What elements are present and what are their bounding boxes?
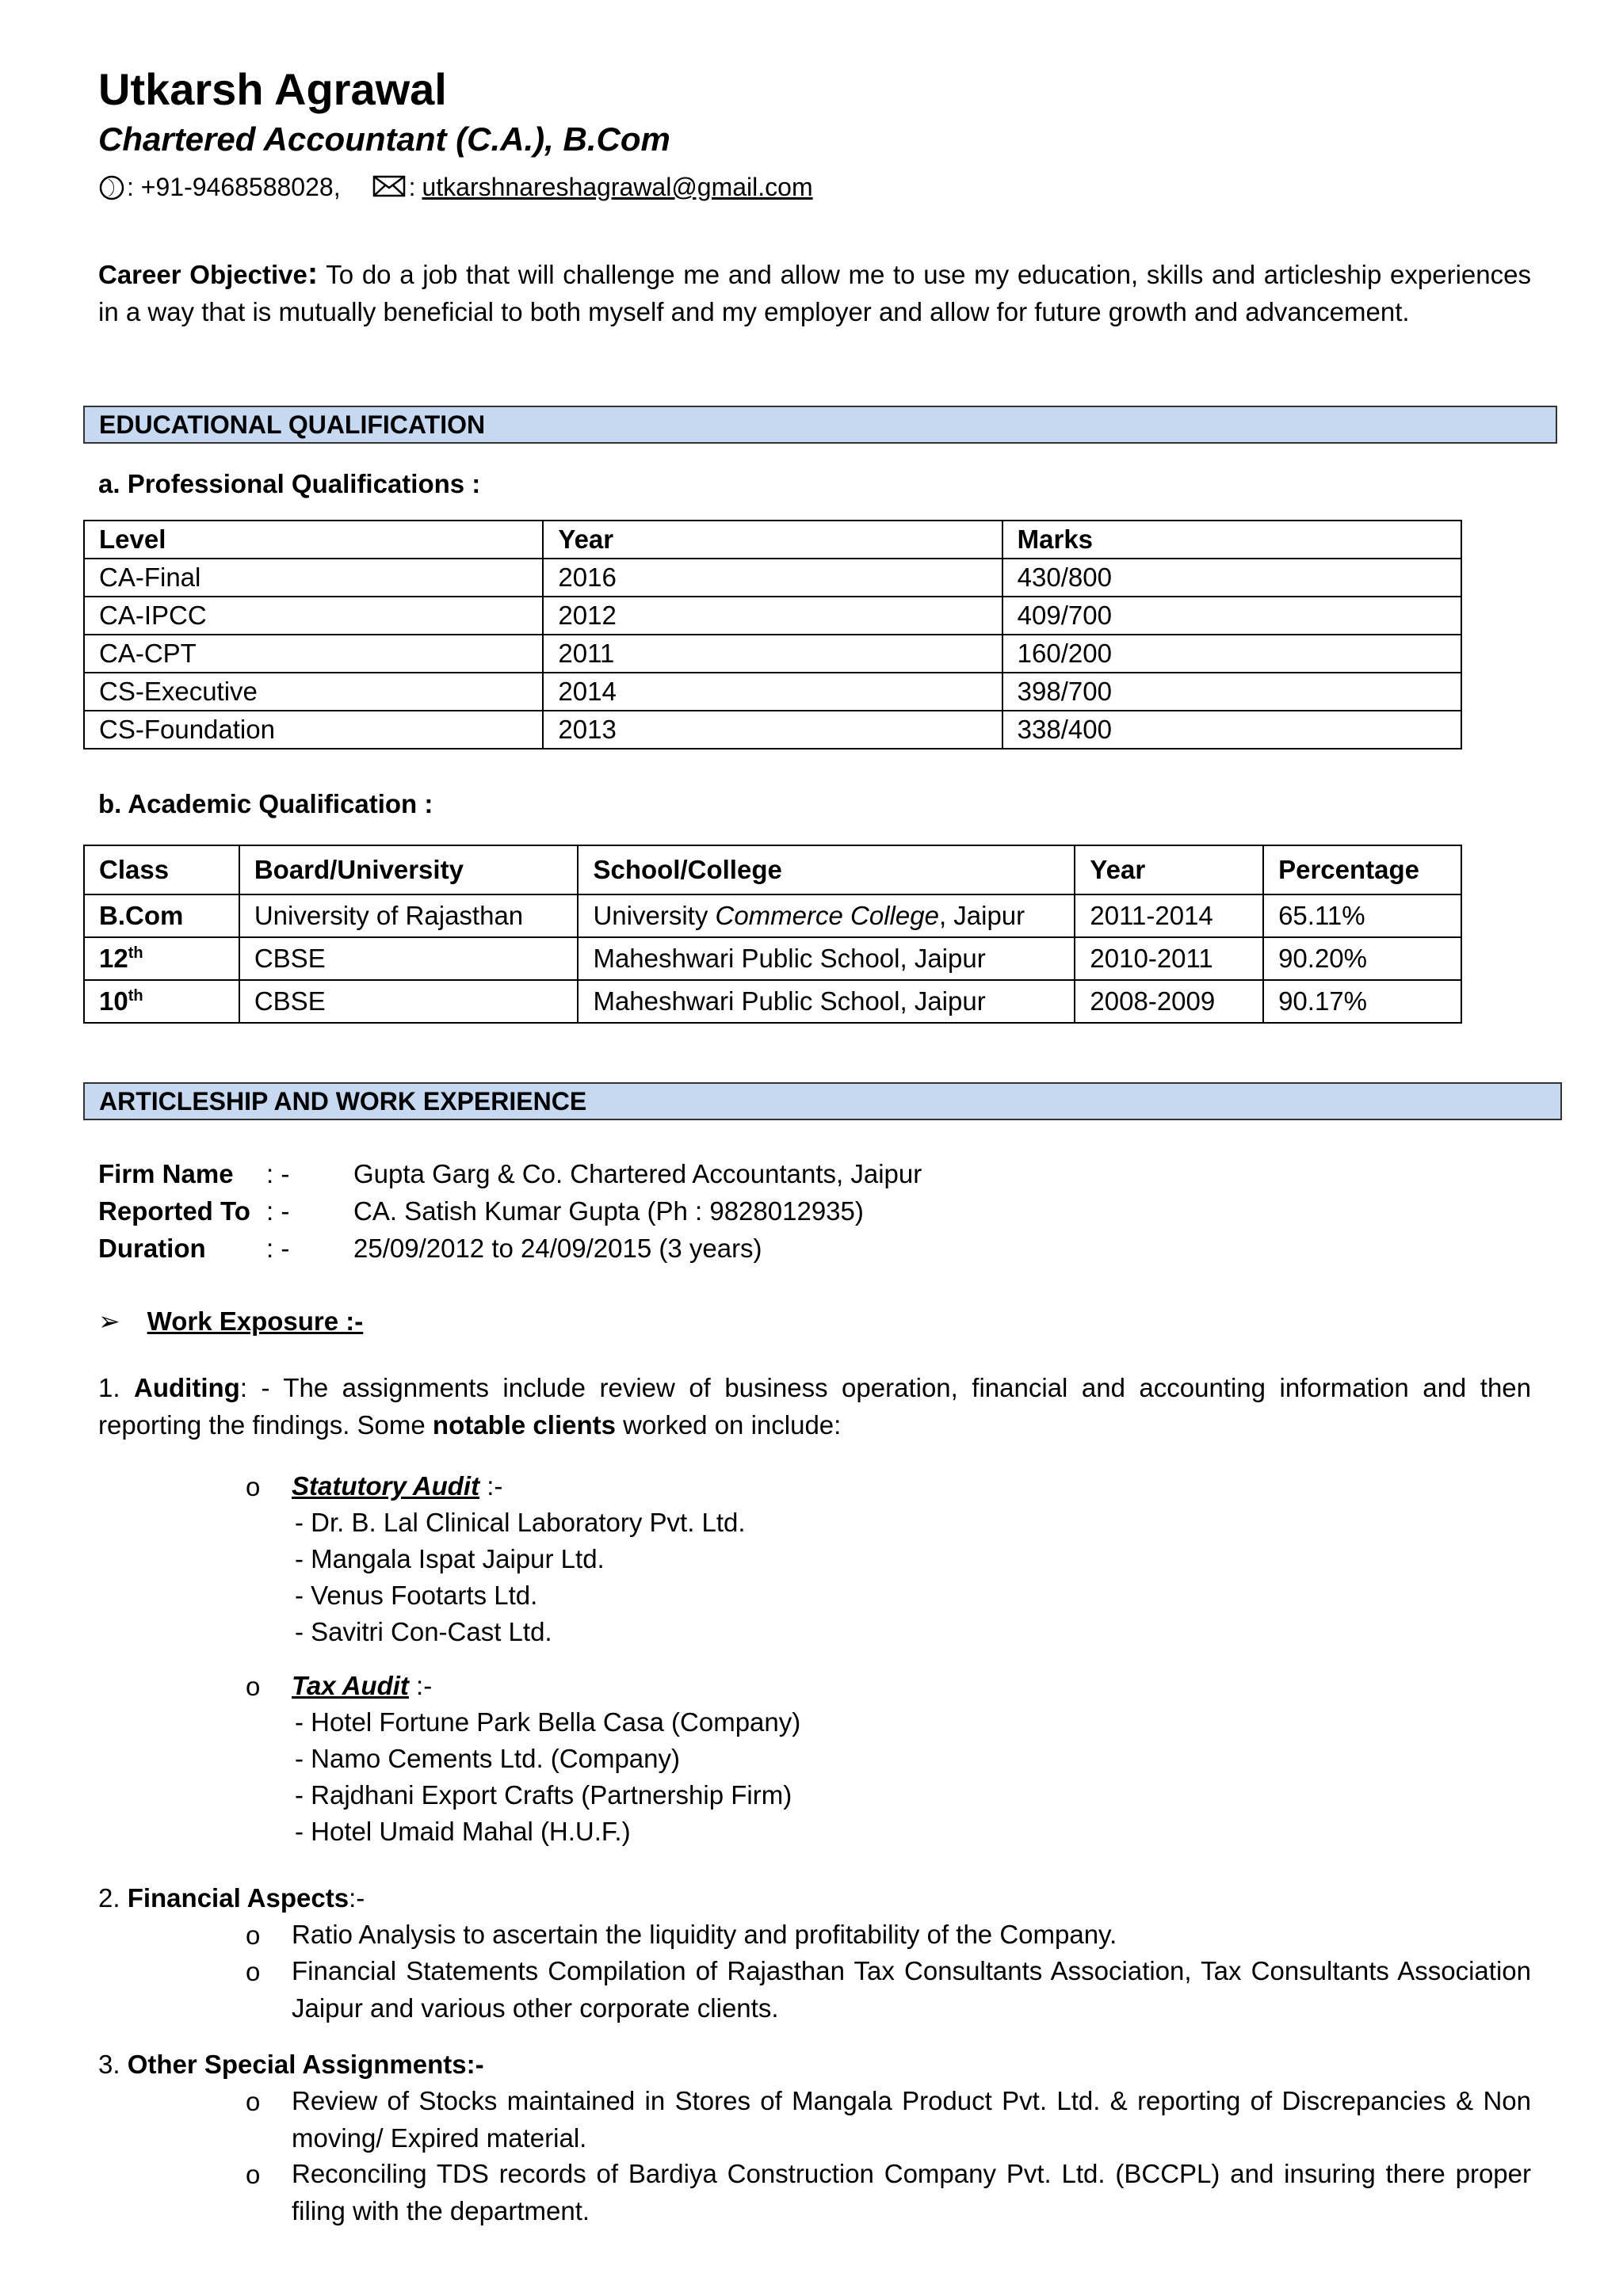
table-cell: 2011-2014 (1075, 894, 1263, 937)
school-part-italic: Commerce College (715, 901, 939, 930)
statutory-client-list (295, 1505, 746, 1650)
objective-text: To do a job that will challenge me and allow me to use my education, skills and articleship experiences in a way that is mutually beneficial to both myself and my employer and allow for future growth and advancement. (98, 260, 1531, 326)
work-exposure-heading (98, 1302, 363, 1340)
academic-heading: b. Academic Qualification : (98, 789, 433, 818)
table-cell: 2014 (543, 673, 1002, 711)
phone-icon (98, 174, 125, 201)
duration-sep: : - (266, 1234, 290, 1263)
table-cell: CS-Executive (84, 673, 543, 711)
tax-suffix: :- (408, 1671, 433, 1700)
table-cell: CS-Foundation (84, 711, 543, 749)
work-exposure-label: Work Exposure :- (147, 1306, 364, 1336)
table-row (84, 635, 1461, 673)
table-cell: 90.20% (1263, 937, 1461, 980)
financial-num: 2. (98, 1883, 128, 1913)
list-item: Reconciling TDS records of Bardiya Construction Company Pvt. Ltd. (BCCPL) and insuring there proper filing with the department. (292, 2159, 1531, 2225)
class-value: 12 (99, 944, 128, 973)
duration-label: Duration (98, 1234, 206, 1263)
table-row (84, 711, 1461, 749)
table-cell: Maheshwari Public School, Jaipur (578, 980, 1075, 1023)
table-row (84, 559, 1461, 597)
table-cell: 65.11% (1263, 894, 1461, 937)
reported-label: Reported To (98, 1196, 250, 1226)
table-cell: 2008-2009 (1075, 980, 1263, 1023)
objective-colon: : (307, 256, 319, 291)
financial-label: Financial Aspects (127, 1883, 349, 1913)
contact-line (98, 173, 813, 202)
table-row (84, 980, 1461, 1023)
table-row (84, 894, 1461, 937)
statutory-heading (292, 1467, 502, 1505)
statutory-label: Statutory Audit (292, 1471, 480, 1501)
tax-heading (292, 1667, 432, 1704)
table-header: Year (1075, 845, 1263, 894)
table-header: Marks (1002, 521, 1461, 559)
auditing-text: : - The assignments include review of business operation, financial and accounting information and then reporting the findings. Some (98, 1373, 1531, 1440)
duration-row (98, 1230, 922, 1267)
academic-table (83, 845, 1462, 1024)
auditing-paragraph (98, 1369, 1531, 1444)
table-cell: 2012 (543, 597, 1002, 635)
arrow-icon: ➢ (98, 1306, 120, 1336)
table-cell: 90.17% (1263, 980, 1461, 1023)
financial-suffix: :- (349, 1883, 365, 1913)
auditing-text: worked on include: (615, 1410, 842, 1440)
table-header: Class (84, 845, 239, 894)
firm-label: Firm Name (98, 1159, 234, 1188)
firm-details (98, 1155, 922, 1267)
list-item: - Rajdhani Export Crafts (Partnership Firm) (295, 1780, 792, 1810)
school-part: University (593, 901, 716, 930)
auditing-num: 1. (98, 1373, 135, 1402)
list-item: - Dr. B. Lal Clinical Laboratory Pvt. Ltd. (295, 1508, 746, 1537)
duration-value: 25/09/2012 to 24/09/2015 (3 years) (353, 1234, 762, 1263)
reported-row (98, 1192, 922, 1230)
list-item: - Namo Cements Ltd. (Company) (295, 1744, 680, 1773)
email-prefix: : (408, 173, 416, 201)
auditing-label: Auditing (134, 1373, 240, 1402)
bullet-marker: o (246, 1920, 261, 1950)
table-cell: CA-Final (84, 559, 543, 597)
list-item: - Mangala Ispat Jaipur Ltd. (295, 1544, 605, 1573)
objective-label: Career Objective (98, 260, 307, 289)
table-header-row (84, 521, 1461, 559)
table-cell: 338/400 (1002, 711, 1461, 749)
list-item: - Hotel Umaid Mahal (H.U.F.) (295, 1817, 631, 1846)
class-sup: th (128, 987, 143, 1005)
table-cell: 160/200 (1002, 635, 1461, 673)
table-cell: CA-IPCC (84, 597, 543, 635)
phone-number: : +91-9468588028, (127, 173, 341, 201)
table-row (84, 937, 1461, 980)
list-item: - Hotel Fortune Park Bella Casa (Company) (295, 1707, 801, 1737)
table-header: School/College (578, 845, 1075, 894)
bullet-marker: o (246, 2160, 261, 2189)
table-cell: CA-CPT (84, 635, 543, 673)
table-cell: 398/700 (1002, 673, 1461, 711)
class-value: 10 (99, 986, 128, 1016)
table-row (84, 597, 1461, 635)
table-header: Percentage (1263, 845, 1461, 894)
table-cell (84, 980, 239, 1023)
financial-heading (98, 1879, 365, 1917)
special-heading (98, 2046, 484, 2083)
table-cell (84, 894, 239, 937)
school-part: , Jaipur (938, 901, 1025, 930)
mail-icon (372, 174, 407, 201)
tax-client-list (295, 1704, 800, 1850)
firm-value: Gupta Garg & Co. Chartered Accountants, Jaipur (353, 1159, 922, 1188)
list-item: Financial Statements Compilation of Rajasthan Tax Consultants Association, Tax Consultants Association Jaipur and various other corporate clients. (292, 1956, 1531, 2023)
statutory-suffix: :- (479, 1471, 503, 1501)
table-cell: 2016 (543, 559, 1002, 597)
table-cell: 430/800 (1002, 559, 1461, 597)
tax-label: Tax Audit (292, 1671, 409, 1700)
table-cell: 409/700 (1002, 597, 1461, 635)
table-cell (84, 937, 239, 980)
table-cell: Maheshwari Public School, Jaipur (578, 937, 1075, 980)
bullet-marker: o (246, 1472, 261, 1501)
firm-row (98, 1155, 922, 1192)
table-cell (578, 894, 1075, 937)
table-cell: 2011 (543, 635, 1002, 673)
candidate-title: Chartered Accountant (C.A.), B.Com (98, 120, 670, 158)
special-label: Other Special Assignments:- (127, 2050, 484, 2079)
table-header-row (84, 845, 1461, 894)
table-header: Level (84, 521, 543, 559)
bullet-marker: o (246, 1957, 261, 1986)
class-sup: th (128, 944, 143, 962)
special-num: 3. (98, 2050, 128, 2079)
list-item: - Venus Footarts Ltd. (295, 1581, 538, 1610)
professional-heading: a. Professional Qualifications : (98, 469, 481, 498)
class-value: B.Com (99, 901, 184, 930)
bullet-marker: o (246, 1672, 261, 1701)
professional-table (83, 520, 1462, 749)
firm-sep: : - (266, 1159, 290, 1188)
table-cell: CBSE (239, 937, 579, 980)
table-cell: University of Rajasthan (239, 894, 579, 937)
reported-sep: : - (266, 1196, 290, 1226)
table-header: Board/University (239, 845, 579, 894)
table-cell: CBSE (239, 980, 579, 1023)
reported-value: CA. Satish Kumar Gupta (Ph : 9828012935) (353, 1196, 864, 1226)
table-cell: 2010-2011 (1075, 937, 1263, 980)
auditing-bold: notable clients (432, 1410, 616, 1440)
list-item: - Savitri Con-Cast Ltd. (295, 1617, 552, 1646)
email-link[interactable]: utkarshnareshagrawal@gmail.com (422, 173, 813, 201)
table-header: Year (543, 521, 1002, 559)
career-objective (98, 255, 1531, 330)
list-item: Review of Stocks maintained in Stores of Mangala Product Pvt. Ltd. & reporting of Discrepancies & Non moving/ Expired material. (292, 2086, 1531, 2153)
experience-section-header: ARTICLESHIP AND WORK EXPERIENCE (83, 1082, 1562, 1120)
list-item: Ratio Analysis to ascertain the liquidity and profitability of the Company. (292, 1920, 1117, 1949)
bullet-marker: o (246, 2087, 261, 2116)
candidate-name: Utkarsh Agrawal (98, 64, 447, 114)
table-cell: 2013 (543, 711, 1002, 749)
table-row (84, 673, 1461, 711)
education-section-header: EDUCATIONAL QUALIFICATION (83, 406, 1557, 444)
